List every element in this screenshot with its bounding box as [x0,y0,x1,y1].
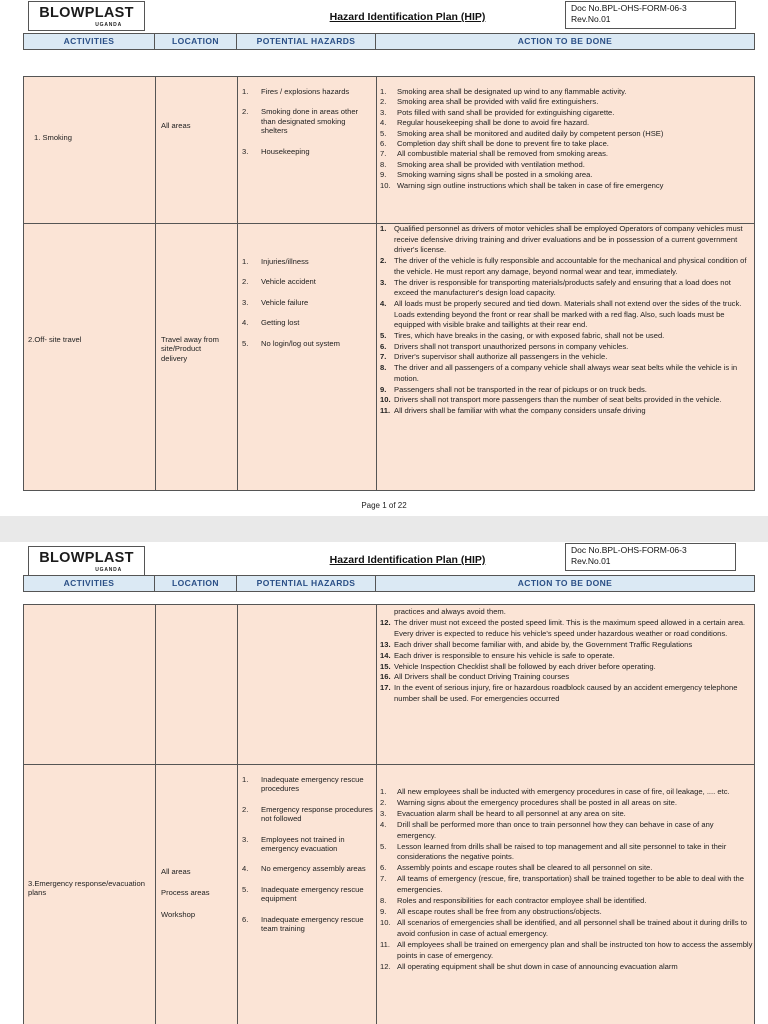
hazard-table-continued [23,604,755,1024]
action-item: 1. All new employees shall be inducted with emergency procedures in case of fire, oil leakage, .... etc. [380,787,730,796]
action-item: 3. The driver is responsible for transporting materials/products safely and ensuring that a load does not exceed the manufacturer's design load capacity. [380,277,731,298]
hazard-item: 1. Injuries/illness [242,257,309,266]
action-item: 5. Smoking area shall be monitored and audited daily by competent person (HSE) [380,128,664,138]
hazard-item: 2. Smoking done in areas other than designated smoking shelters [242,107,359,136]
action-item: 2. Warning signs about the emergency procedures shall be posted in all areas on site. [380,797,678,807]
row1-activity: 1. Smoking [34,133,72,142]
row3-hazards [242,775,374,944]
document-title: Hazard Identification Plan (HIP) [329,11,486,23]
logo-sub: UGANDA [95,567,122,573]
action-item: 3. Pots filled with sand shall be provided for extinguishing cigarette. [380,107,615,117]
action-item: 6. Drivers shall not transport unauthorized persons in company vehicles. [380,341,629,351]
doc-number: Doc No.BPL-OHS-FORM-06-3 [571,545,687,555]
action-item: 12. The driver must not exceed the posted speed limit. This is the maximum speed allowed in a certain area. Every driver is expected to reduce his vehicle's speed under hazardous weather or road conditions. [380,617,746,638]
table-header [23,575,755,592]
action-item: 9. Passengers shall not be transported in the rear of pickups or on truck beds. [380,384,647,394]
hazard-item: 6. Inadequate emergency rescue team training [242,914,364,934]
action-item: 10. All scenarios of emergencies shall be identified, and all personnel shall be trained about it during drills to avoid confusion in case of actual emergency. [380,917,747,938]
action-item: 11. All employees shall be trained on emergency plan and shall be instructed ton how to access the assembly points in case of emergency. [380,939,753,960]
action-item: 9. All escape routes shall be free from any obstructions/objects. [380,906,602,916]
action-item: 10. Drivers shall not transport more passengers than the number of seat belts provided in the vehicle. [380,395,722,405]
row1-location: All areas [161,121,191,130]
table-header [23,33,755,50]
row3-locations [161,867,233,919]
location-item: Workshop [161,909,196,919]
action-item: 4. All loads must be properly secured and tied down. Materials shall not extend over the sides of the truck. Loads extending beyond the front or rear shall be marked with a red flag. Also, such loads must be equipped with visible brake and taillights at their rear end. [380,298,742,330]
action-item: 15. Vehicle Inspection Checklist shall be followed by each driver before operating. [380,661,656,671]
company-logo [28,1,145,31]
doc-info-box [565,1,736,29]
header-potential-hazards: POTENTIAL HAZARDS [237,576,376,591]
action-item: 16. All Drivers shall be conduct Driving Training courses [380,672,570,682]
action-item: practices and always avoid them. [394,607,506,616]
hazard-item: 2. Emergency response procedures not followed [242,804,373,824]
location-item: Process areas [161,888,210,898]
row1-hazards [242,87,374,167]
action-item: 8. The driver and all passengers of a company vehicle shall always wear seat belts while the vehicle is in motion. [380,363,738,383]
action-item: 11. All drivers shall be familiar with what the company considers unsafe driving [380,405,646,415]
logo-sub: UGANDA [95,22,122,28]
row3-activity: 3.Emergency response/evacuation plans [28,879,145,898]
action-item: 2. The driver of the vehicle is fully responsible and accountable for the mechanical and physical condition of the vehicle. He must report any damage, beyond normal wear and tear, immediately. [380,256,747,276]
row2-hazards [242,257,374,359]
action-item: 4. Drill shall be performed more than once to train personnel how they can behave in case of any emergency. [380,819,714,840]
action-item: 10. Warning sign outline instructions which shall be taken in case of fire emergency [380,180,664,190]
doc-number: Doc No.BPL-OHS-FORM-06-3 [571,3,687,13]
action-item: 7. All teams of emergency (rescue, fire, transportation) shall be trained together to be able to deal with the emergencies. [380,874,744,895]
action-item: 6. Completion day shift shall be done to prevent fire to take place. [380,139,609,149]
hazard-item: 4. Getting lost [242,318,300,328]
hazard-item: 2. Vehicle accident [242,277,316,287]
action-item: 2. Smoking area shall be provided with valid fire extinguishers. [380,97,599,107]
action-item: 6. Assembly points and escape routes shall be cleared to all personnel on site. [380,863,653,873]
location-item: All areas [161,867,191,876]
row3-actions [380,787,754,972]
action-item: 4. Regular housekeeping shall be done to avoid fire hazard. [380,118,590,128]
page-number: Page 1 of 22 [361,501,407,510]
doc-revision: Rev.No.01 [571,14,611,24]
action-item: 8. Roles and responsibilities for each contractor employee shall be identified. [380,896,647,906]
header-activities: ACTIVITIES [24,576,155,591]
action-item: 8. Smoking area shall be provided with ventilation method. [380,159,585,169]
action-item: 17. In the event of serious injury, fire or hazardous roadblock caused by an accident emergency telephone number shall be used. For emergencies occurred [380,683,738,704]
row2-activity: 2.Off- site travel [28,335,82,344]
hazard-item: 5. Inadequate emergency rescue equipment [242,884,364,904]
logo-brand: BLOWPLAST [39,5,134,21]
doc-info-box [565,543,736,571]
hazard-item: 1. Inadequate emergency rescue procedures [242,775,364,794]
hazard-item: 4. No emergency assembly areas [242,864,366,874]
header-location: LOCATION [155,576,237,591]
action-item: 5. Lesson learned from drills shall be raised to top management and all site personnel to take in their considerations the negative points. [380,841,727,862]
doc-revision: Rev.No.01 [571,556,611,566]
document-title: Hazard Identification Plan (HIP) [329,554,486,566]
continued-actions [380,607,754,705]
hazard-item: 5. No login/log out system [242,338,340,348]
hazard-table [23,76,755,491]
company-logo [28,546,145,576]
hazard-item: 3. Housekeeping [242,146,310,156]
logo-brand: BLOWPLAST [39,550,134,566]
row-divider [24,764,754,765]
hazard-item: 1. Fires / explosions hazards [242,87,350,96]
action-item: 1. Smoking area shall be designated up wind to any flammable activity. [380,87,627,96]
action-item: 7. All combustible material shall be removed from smoking areas. [380,149,609,159]
hazard-item: 3. Vehicle failure [242,297,309,307]
action-item: 12. All operating equipment shall be shut down in case of announcing evacuation alarm [380,961,678,971]
header-action: ACTION TO BE DONE [517,36,613,46]
action-item: 13. Each driver shall become familiar with, and abide by, the Government Traffic Regulations [380,639,693,649]
action-item: 3. Evacuation alarm shall be heard to all personnel at any area on site. [380,808,626,818]
row2-actions [380,224,754,417]
header-activities: ACTIVITIES [24,34,155,49]
row1-actions [380,87,754,191]
action-item: 7. Driver's supervisor shall authorize all passengers in the vehicle. [380,352,608,362]
document-page-2 [0,542,768,1024]
action-item: 5. Tires, which have breaks in the casing, or with exposed fabric, shall not be used. [380,331,665,341]
header-location: LOCATION [155,34,237,49]
action-item: 1. Qualified personnel as drivers of motor vehicles shall be employed Operators of company vehicles must receive defensive driving training and driver evaluations and be in possession of a current government driver's license. [380,224,743,255]
action-item: 14. Each driver is responsible to ensure his vehicle is safe to operate. [380,650,615,660]
header-action: ACTION TO BE DONE [517,578,613,588]
action-item: 9. Smoking warning signs shall be posted in a smoking area. [380,170,593,180]
row2-location: Travel away from site/Product delivery [161,335,219,363]
hazard-item: 3. Employees not trained in emergency evacuation [242,834,345,854]
header-potential-hazards: POTENTIAL HAZARDS [237,34,376,49]
